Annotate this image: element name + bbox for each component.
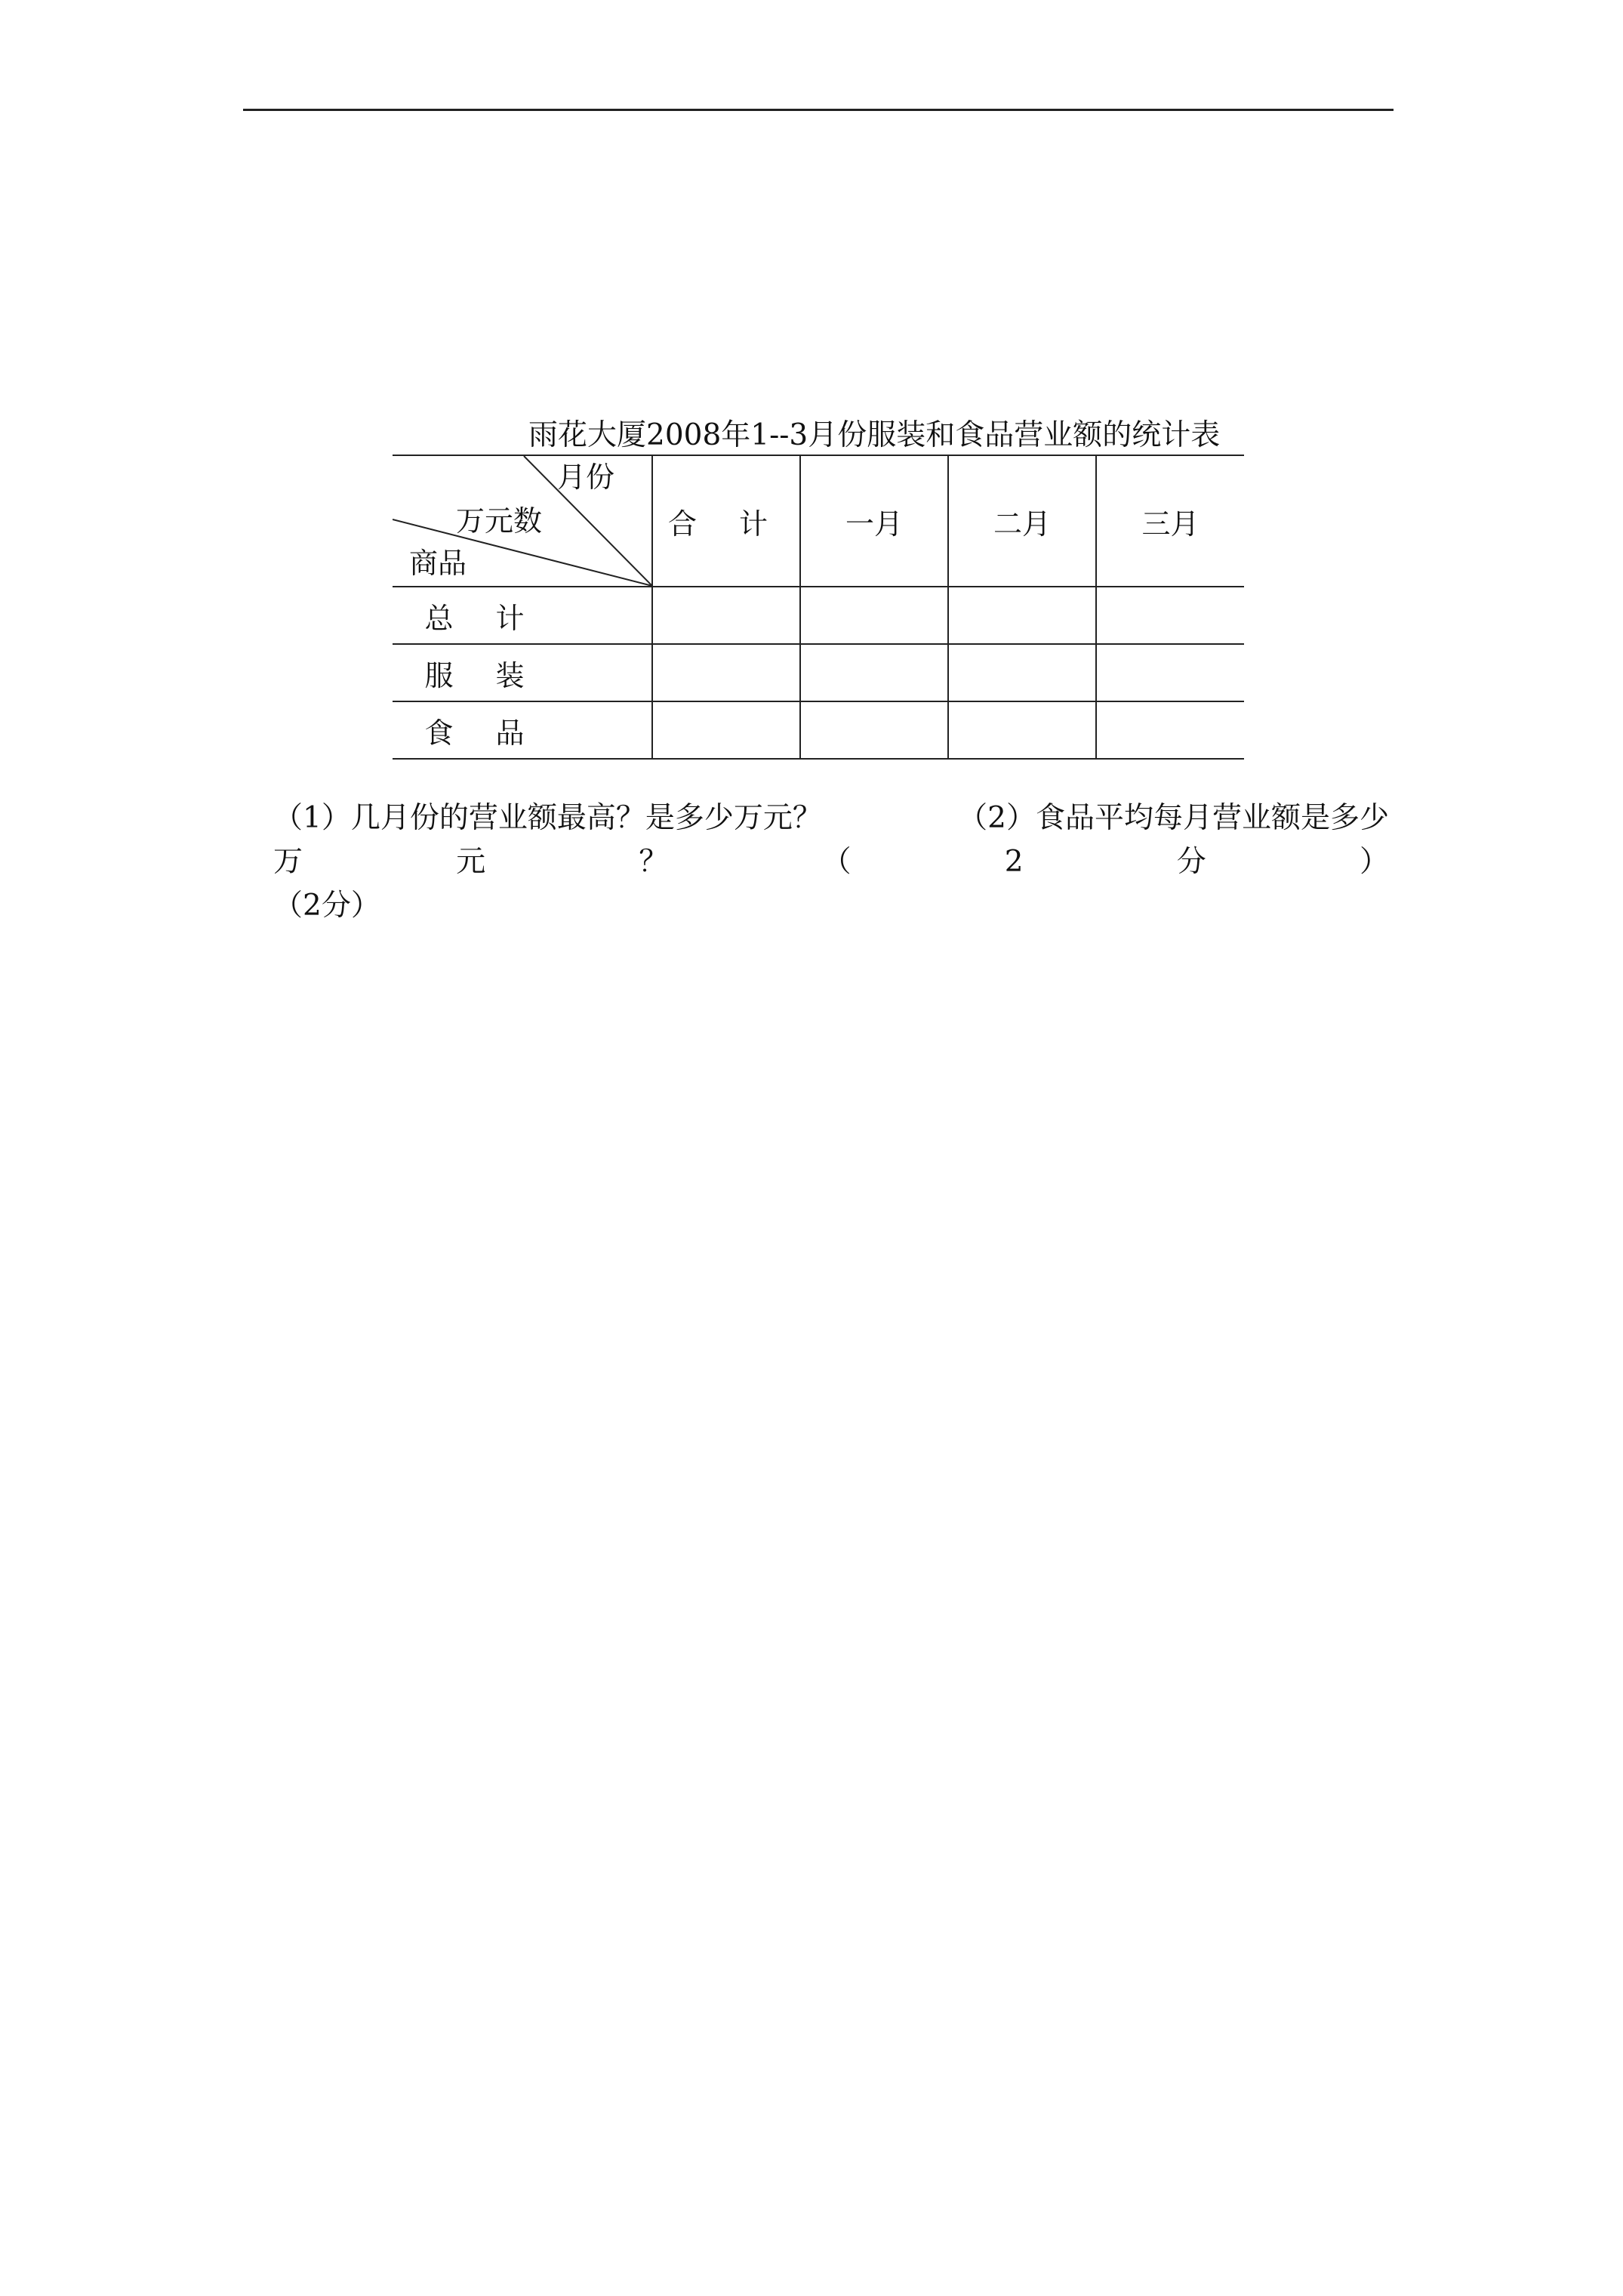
question-2-continuation: 2 <box>1004 845 1024 879</box>
question-2-continuation: 分 <box>1176 845 1206 879</box>
table-cell <box>800 587 948 644</box>
sales-statistics-table <box>393 455 1244 760</box>
table-cell <box>652 587 800 644</box>
table-row <box>393 644 1244 701</box>
row-label-total: 总 计 <box>393 587 652 644</box>
question-2-continuation: 万 <box>273 845 303 879</box>
question-2-continuation: ？ <box>639 845 669 879</box>
table-cell <box>1096 644 1244 701</box>
question-1-points: （2分） <box>273 889 380 923</box>
question-2-text: （2）食品平均每月营业额是多少 <box>958 801 1389 835</box>
questions-block <box>273 797 1389 928</box>
question-2-continuation: ） <box>1359 845 1389 879</box>
table-cell <box>800 701 948 759</box>
table-cell <box>948 587 1096 644</box>
table-cell <box>1096 587 1244 644</box>
table-cell <box>948 644 1096 701</box>
table-row <box>393 701 1244 759</box>
column-header-total: 合 计 <box>652 455 800 587</box>
questions-line-1 <box>273 797 1389 840</box>
table-title: 雨花大厦2008年1--3月份服装和食品营业额的统计表 <box>528 418 1221 452</box>
table-cell <box>948 701 1096 759</box>
questions-line-2 <box>273 840 1389 884</box>
column-header-january: 一月 <box>800 455 948 587</box>
table-header-row <box>393 455 1244 587</box>
row-label-clothing: 服 装 <box>393 644 652 701</box>
diagonal-goods-label: 商品 <box>409 547 467 580</box>
question-1-text: （1）几月份的营业额最高？是多少万元？ <box>273 801 822 835</box>
table-row <box>393 587 1244 644</box>
table-cell <box>652 701 800 759</box>
header-rule <box>243 109 1394 111</box>
question-2-continuation: （ <box>821 845 852 879</box>
column-header-march: 三月 <box>1096 455 1244 587</box>
questions-line-3 <box>273 884 1389 928</box>
diagonal-header-cell <box>393 455 652 587</box>
table-cell <box>652 644 800 701</box>
diagonal-month-label: 月份 <box>557 461 615 494</box>
diagonal-unit-label: 万元数 <box>456 504 543 538</box>
table-cell <box>1096 701 1244 759</box>
table-cell <box>800 644 948 701</box>
question-2-continuation: 元 <box>456 845 486 879</box>
row-label-food: 食 品 <box>393 701 652 759</box>
column-header-february: 二月 <box>948 455 1096 587</box>
